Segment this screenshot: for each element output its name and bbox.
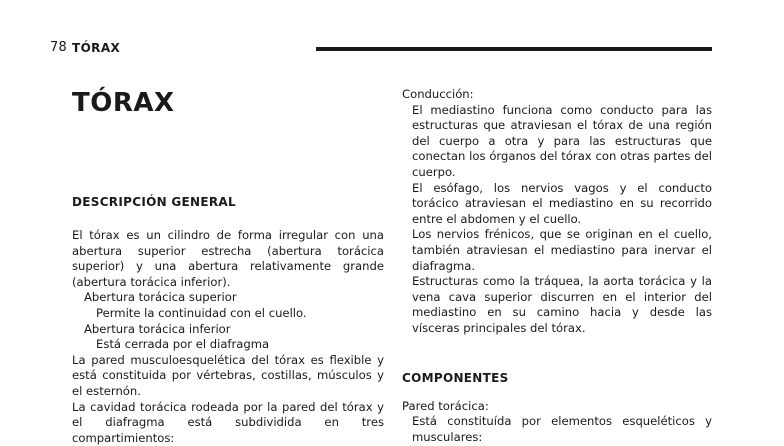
header-rule (316, 47, 712, 51)
right-column (402, 87, 712, 445)
conduction-item: El mediastino funciona como conducto para las estructuras que atraviesan el tórax de una región del cuerpo a otra y para las estructuras que conectan los órganos del tórax con otras partes del cuerpo. (412, 102, 712, 179)
outline-subitem: Permite la continuidad con el cuello. (96, 305, 307, 320)
thoracic-wall-label: Pared torácica: (402, 398, 489, 413)
thoracic-wall-item: Está constituída por elementos esqueléticos y musculares: (412, 414, 712, 444)
outline-item: Abertura torácica inferior (84, 321, 231, 336)
conduction-item: Estructuras como la tráquea, la aorta torácica y la vena cava superior discurren en el interior del mediastino en su camino hacia y desde las vísceras principales del tórax. (412, 274, 712, 335)
conduction-label: Conducción: (402, 87, 474, 101)
running-title: TÓRAX (72, 41, 121, 55)
conduction-item: El esófago, los nervios vagos y el conducto torácico atraviesan el mediastino en su recorrido entre el abdomen y el cuello. (412, 180, 712, 226)
outline-subitem: Está cerrada por el diafragma (96, 337, 270, 352)
wall-paragraph: La pared musculoesquelética del tórax es flexible y está constituida por vértebras, costillas, músculos y el esternón. (72, 352, 384, 398)
conduction-item: Los nervios frénicos, que se originan en el cuello, también atraviesan el mediastino para inervar el diafragma. (412, 227, 712, 273)
intro-paragraph: El tórax es un cilindro de forma irregular con una abertura superior estrecha (abertura torácica superior) y una abertura relativamente grande (abertura torácica inferior). (72, 228, 384, 289)
chapter-title: TÓRAX (72, 88, 175, 118)
outline-item: Abertura torácica superior (84, 290, 237, 305)
section-heading-general: DESCRIPCIÓN GENERAL (72, 195, 236, 209)
page-number: 78 (50, 40, 67, 55)
left-column (72, 86, 384, 446)
cavity-paragraph: La cavidad torácica rodeada por la pared del tórax y el diafragma está subdividida en tres compartimientos: (72, 399, 384, 445)
section-heading-components: COMPONENTES (402, 370, 509, 385)
